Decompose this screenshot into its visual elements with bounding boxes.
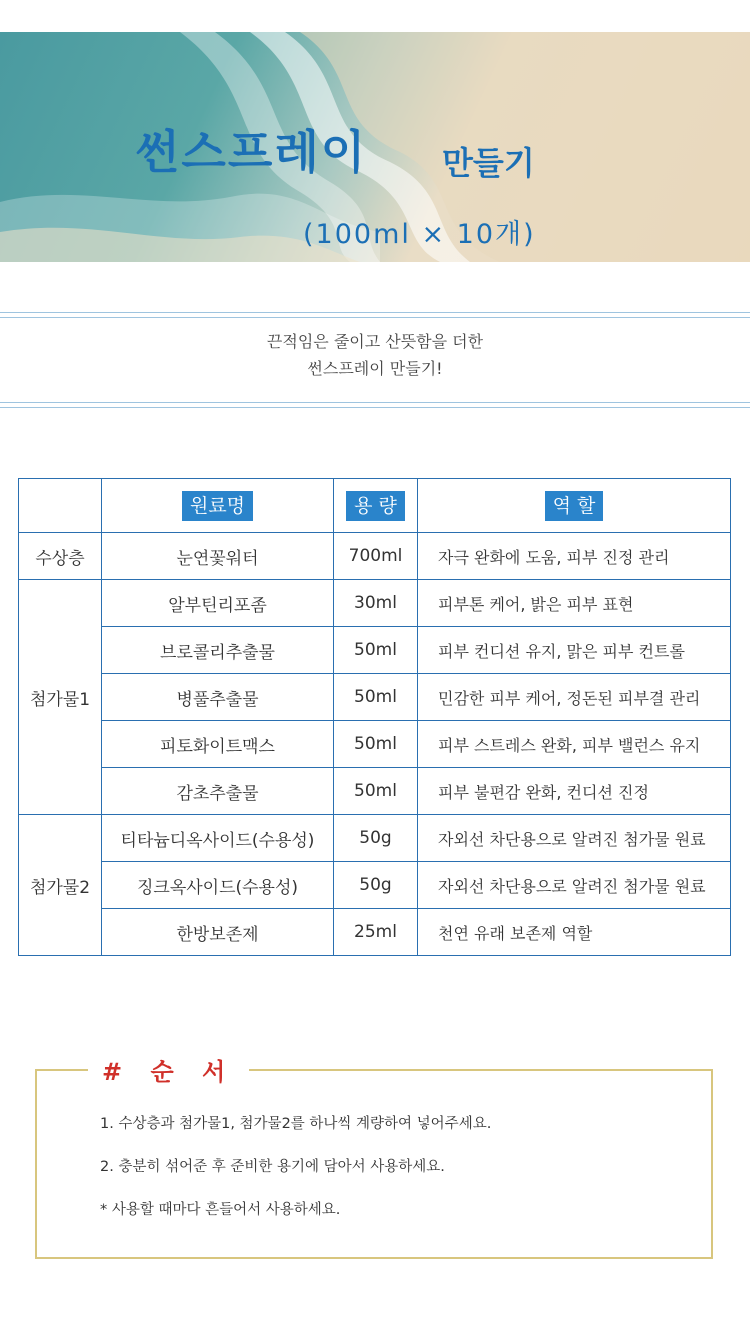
ingredient-role: 천연 유래 보존제 역할 (418, 909, 731, 956)
header-role-cell (418, 479, 731, 533)
ingredient-role: 민감한 피부 케어, 정돈된 피부결 관리 (418, 674, 731, 721)
ingredient-volume: 25ml (334, 909, 418, 956)
ingredient-name: 감초추출물 (102, 768, 334, 815)
table-row (19, 768, 731, 815)
ingredient-name: 브로콜리추출물 (102, 627, 334, 674)
ingredient-volume: 50ml (334, 768, 418, 815)
header-name-cell (102, 479, 334, 533)
ingredient-role: 피부 컨디션 유지, 맑은 피부 컨트롤 (418, 627, 731, 674)
header-volume: 용 량 (346, 491, 405, 521)
ingredient-volume: 700ml (334, 533, 418, 580)
layer-label: 첨가물1 (19, 580, 102, 815)
ingredient-role: 피부톤 케어, 밝은 피부 표현 (418, 580, 731, 627)
layer-label: 첨가물2 (19, 815, 102, 956)
ingredient-table (18, 478, 731, 956)
table-row (19, 627, 731, 674)
ingredient-role: 자극 완화에 도움, 피부 진정 관리 (418, 533, 731, 580)
ingredient-role: 자외선 차단용으로 알려진 첨가물 원료 (418, 815, 731, 862)
layer-label: 수상층 (19, 533, 102, 580)
ingredient-name: 눈연꽃워터 (102, 533, 334, 580)
ingredient-name: 알부틴리포좀 (102, 580, 334, 627)
intro-line-2: 썬스프레이 만들기! (307, 359, 443, 378)
table-row (19, 909, 731, 956)
order-steps (100, 1112, 491, 1241)
table-row (19, 674, 731, 721)
table-header-row (19, 479, 731, 533)
ingredient-role: 피부 불편감 완화, 컨디션 진정 (418, 768, 731, 815)
divider-bottom-inner (0, 407, 750, 408)
ingredient-name: 피토화이트맥스 (102, 721, 334, 768)
divider-top (0, 312, 750, 313)
order-step-1: 1. 수상층과 첨가물1, 첨가물2를 하나씩 계량하여 넣어주세요. (100, 1116, 492, 1132)
header-volume-cell (334, 479, 418, 533)
ingredient-role: 자외선 차단용으로 알려진 첨가물 원료 (418, 862, 731, 909)
ingredient-volume: 30ml (334, 580, 418, 627)
hero-title: 썬스프레이 (135, 125, 368, 179)
table-row (19, 533, 731, 580)
hero-banner (0, 32, 750, 262)
ingredient-name: 티타늄디옥사이드(수용성) (102, 815, 334, 862)
table-row (19, 580, 731, 627)
header-role: 역 할 (545, 491, 604, 521)
table-row (19, 862, 731, 909)
table-row (19, 721, 731, 768)
table-row (19, 815, 731, 862)
ingredient-name: 병풀추출물 (102, 674, 334, 721)
ingredient-volume: 50ml (334, 627, 418, 674)
order-note: * 사용할 때마다 흔들어서 사용하세요. (100, 1202, 341, 1218)
order-step-2: 2. 충분히 섞어준 후 준비한 용기에 담아서 사용하세요. (100, 1159, 445, 1175)
ingredient-name: 한방보존제 (102, 909, 334, 956)
intro-text (0, 328, 750, 382)
intro-line-1: 끈적임은 줄이고 산뜻함을 더한 (266, 332, 484, 351)
hero-subtitle: (100ml × 10개) (303, 219, 536, 250)
divider-top-inner (0, 317, 750, 318)
ingredient-volume: 50ml (334, 721, 418, 768)
ingredient-name: 징크옥사이드(수용성) (102, 862, 334, 909)
ingredient-volume: 50ml (334, 674, 418, 721)
order-title: # 순 서 (88, 1052, 249, 1087)
ingredient-volume: 50g (334, 862, 418, 909)
hero-title-suffix: 만들기 (442, 144, 535, 182)
header-name: 원료명 (182, 491, 253, 521)
divider-bottom (0, 402, 750, 403)
ingredient-role: 피부 스트레스 완화, 피부 밸런스 유지 (418, 721, 731, 768)
ingredient-volume: 50g (334, 815, 418, 862)
header-layer-cell (19, 479, 102, 533)
